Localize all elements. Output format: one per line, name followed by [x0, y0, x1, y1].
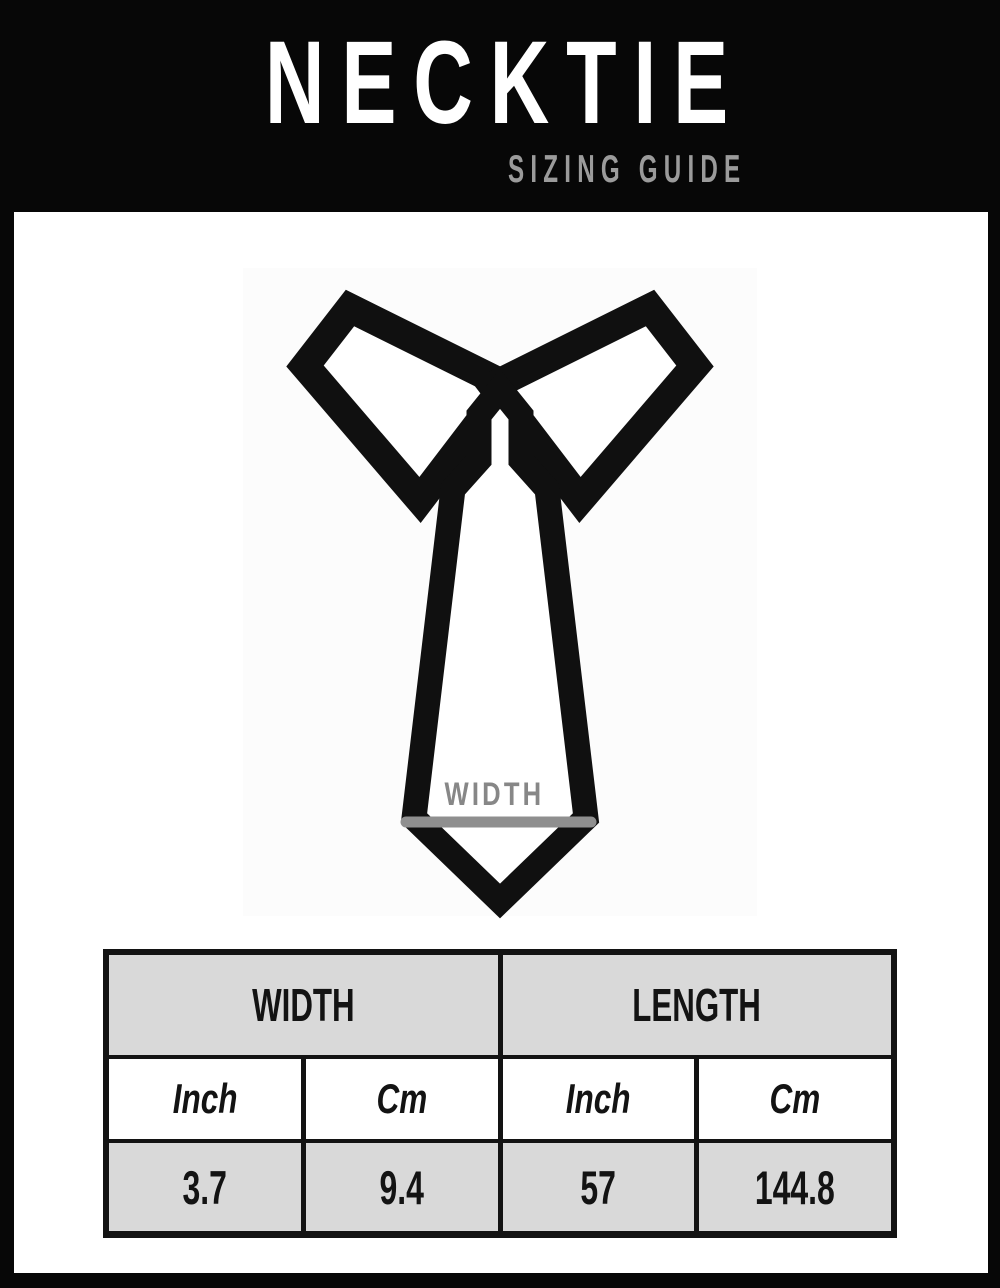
- table-unit-cell: [109, 1059, 301, 1139]
- page-title: NECKTIE: [264, 16, 746, 149]
- width-annotation: [344, 776, 644, 812]
- length-cm-unit-label: Cm: [769, 1075, 821, 1122]
- table-unit-cell: [306, 1059, 498, 1139]
- table-unit-cell: [503, 1059, 695, 1139]
- page-subtitle: SIZING GUIDE: [507, 147, 746, 191]
- width-cm-value: 9.4: [379, 1160, 424, 1214]
- table-value-cell: [109, 1143, 301, 1231]
- length-inch-unit-label: Inch: [565, 1075, 631, 1122]
- table-value-cell: [306, 1143, 498, 1231]
- width-inch-value: 3.7: [182, 1160, 228, 1214]
- table-unit-cell: [699, 1059, 891, 1139]
- table-header-length: [503, 955, 892, 1055]
- table-header-width-label: WIDTH: [251, 979, 355, 1031]
- table-value-cell: [503, 1143, 695, 1231]
- width-cm-unit-label: Cm: [376, 1075, 428, 1122]
- length-cm-value: 144.8: [755, 1160, 836, 1214]
- sizing-table: [103, 949, 897, 1238]
- table-value-cell: [699, 1143, 891, 1231]
- width-annotation-label: WIDTH: [444, 776, 544, 812]
- table-header-length-label: LENGTH: [632, 979, 762, 1031]
- table-header-width: [109, 955, 498, 1055]
- length-inch-value: 57: [580, 1160, 617, 1214]
- width-inch-unit-label: Inch: [172, 1075, 238, 1122]
